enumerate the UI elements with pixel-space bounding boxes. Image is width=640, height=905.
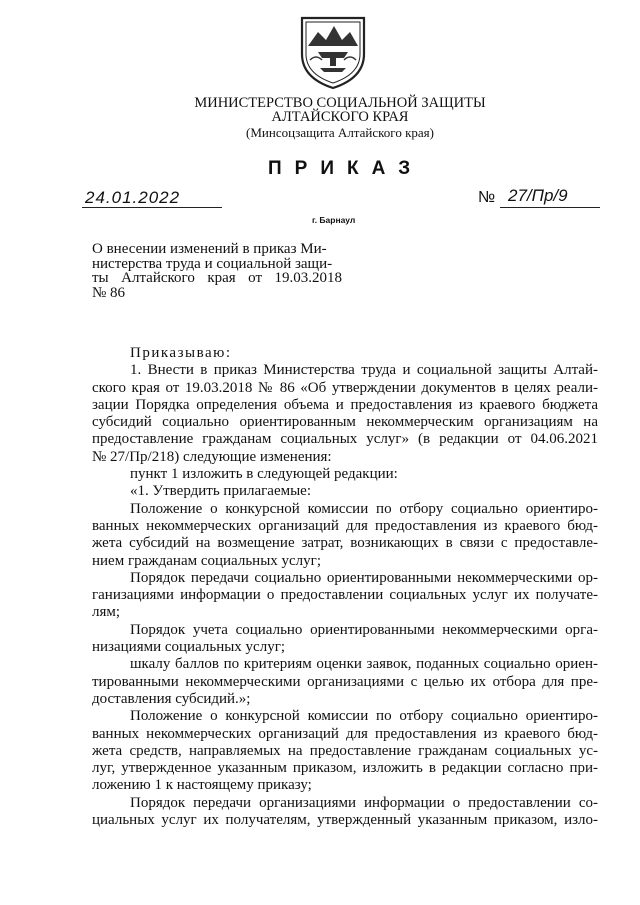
body-line: жета субсидий на возмещение затрат, возникающих в связи с предоставле- <box>92 535 598 552</box>
body-line: ского края от 19.03.2018 № 86 «Об утверждении документов в целях реали- <box>92 379 598 396</box>
order-date: 24.01.2022 <box>85 188 181 207</box>
coat-of-arms-emblem <box>292 10 374 92</box>
body-line: «1. Утвердить прилагаемые: <box>130 483 311 500</box>
subject-line: О внесении изменений в приказ Ми- <box>92 241 327 257</box>
body-line: циальных услуг их получателям, утвержденный указанным приказом, изло- <box>92 812 598 829</box>
body-line: предоставление гражданам социальных услуг» (в редакции от 04.06.2021 <box>92 431 598 448</box>
body-line: лям; <box>92 604 121 621</box>
number-sign: № <box>478 189 496 206</box>
body-line: низациями социальных услуг; <box>92 639 286 656</box>
order-number: 27/Пр/9 <box>508 186 568 205</box>
body-line: доставления субсидий.»; <box>92 690 251 707</box>
body-line: ложению 1 к настоящему приказу; <box>92 777 312 794</box>
body-line: Порядок учета социально ориентированными некоммерческими орга- <box>130 621 598 638</box>
body-line: субсидий социально ориентированным некоммерческим организациям на <box>92 414 598 431</box>
city-name: г. Барнаул <box>312 215 356 225</box>
body-line: тированными некоммерческими организациями с целью их отбора для пре- <box>92 673 598 690</box>
body-line: Порядок передачи социально ориентированными некоммерческими ор- <box>130 569 598 586</box>
subject-line: ты Алтайского края от 19.03.2018 <box>92 270 342 287</box>
body-line: Приказываю: <box>130 345 232 361</box>
body-line: луг, утвержденное указанным приказом, изложить в редакции согласно при- <box>92 760 598 777</box>
ministry-name-line2: АЛТАЙСКОГО КРАЯ <box>271 109 409 125</box>
subject-line: № 86 <box>92 284 126 301</box>
body-line: 1. Внести в приказ Министерства труда и социальной защиты Алтай- <box>130 362 598 379</box>
ministry-name-line1: МИНИСТЕРСТВО СОЦИАЛЬНОЙ ЗАЩИТЫ <box>194 95 486 111</box>
document-type-title: ПРИКАЗ <box>268 158 424 179</box>
body-line: ванных некоммерческих организаций для предоставления из краевого бюд- <box>92 725 598 742</box>
number-underline <box>500 207 600 208</box>
subject-line: нистерства труда и социальной защи- <box>92 255 333 272</box>
body-line: шкалу баллов по критериям оценки заявок, поданных социально ориен- <box>130 656 598 673</box>
body-line: Положение о конкурсной комиссии по отбору социально ориентиро- <box>130 500 598 517</box>
body-line: Положение о конкурсной комиссии по отбору социально ориентиро- <box>130 708 598 725</box>
body-line: нием гражданам социальных услуг; <box>92 552 321 569</box>
date-underline <box>82 207 222 208</box>
order-subject <box>92 242 342 300</box>
body-line: пункт 1 изложить в следующей редакции: <box>130 466 398 483</box>
order-body <box>92 345 598 829</box>
body-line: ванных некоммерческих организаций для предоставления из краевого бюд- <box>92 517 598 534</box>
ministry-short-name: (Минсоцзащита Алтайского края) <box>246 125 434 140</box>
body-line: ганизациями информации о предоставлении социальных услуг их получате- <box>92 587 598 604</box>
body-line: жета средств, направляемых на предоставление гражданам социальных ус- <box>92 742 598 759</box>
body-line: № 27/Пр/218) следующие изменения: <box>92 448 332 465</box>
body-line: Порядок передачи организациями информации о предоставлении со- <box>130 794 598 811</box>
body-line: зации Порядка определения объема и предоставления из краевого бюджета <box>92 396 598 413</box>
